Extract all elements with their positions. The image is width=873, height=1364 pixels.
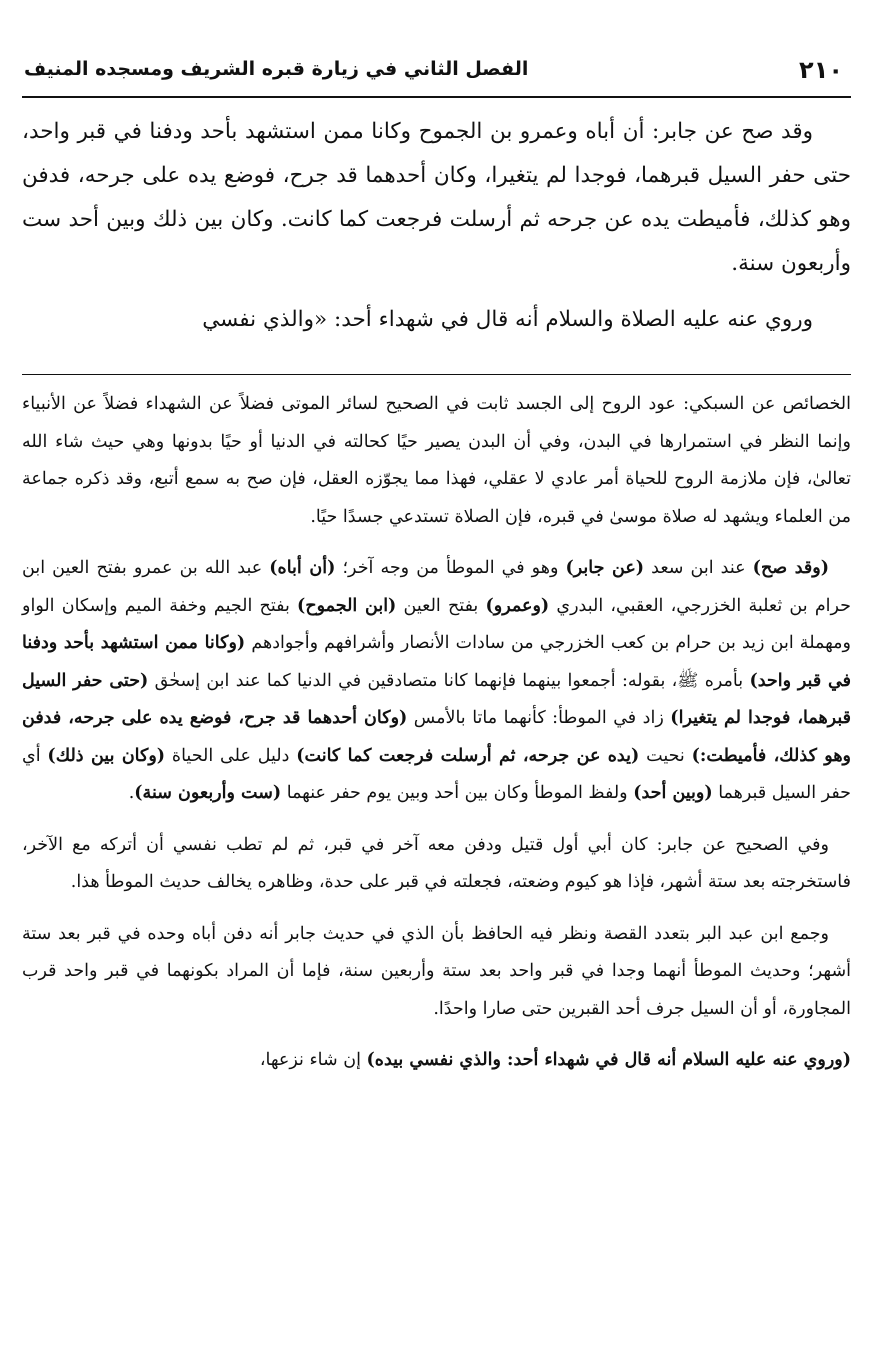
commentary-text: إن شاء نزعها،	[259, 1050, 367, 1070]
commentary-text: بفتح الجيم وخفة الميم وإسكان الواو ومهملة ابن زيد بن حرام بن كعب الخزرجي من سادات الأنصار وأشرافهم وأجوادهم	[22, 595, 851, 653]
quoted-phrase: (وكانا ممن استشهد بأحد ودفنا في قبر واحد)	[22, 633, 851, 691]
quoted-phrase: (وبين أحد)	[633, 783, 713, 803]
page-number: ٢١٠	[799, 56, 843, 84]
running-title: الفصل الثاني في زيارة قبره الشريف ومسجده المنيف	[24, 58, 529, 80]
commentary-paragraph: وفي الصحيح عن جابر: كان أبي أول قتيل ودفن معه آخر في قبر، ثم لم تطب نفسي أن أتركه مع الآخر، فاستخرجته بعد ستة أشهر، فإذا هو كيوم وضعته، فجعلته في قبر على حدة، وظاهره يخالف حديث الموطأ هذا.	[22, 834, 851, 892]
commentary-paragraph: وجمع ابن عبد البر بتعدد القصة ونظر فيه الحافظ بأن الذي في حديث جابر أنه دفن أباه وحده في قبر بعد ستة أشهر؛ وحديث الموطأ أنهما وجدا في قبر واحد بعد ستة وأربعين سنة، فإما أن المراد بكونهما في قبر واحد قرب المجاورة، أو أن السيل جرف أحد القبرين حتى صارا واحدًا.	[22, 923, 851, 1019]
commentary-text: ولفظ الموطأ وكان بين أحد وبين يوم حفر عنهما	[281, 783, 634, 803]
quoted-phrase: (يده عن جرحه، ثم أرسلت فرجعت كما كانت)	[296, 745, 640, 766]
commentary-text: دليل على الحياة	[165, 745, 297, 766]
main-text	[22, 110, 851, 342]
quoted-phrase: (وكان بين ذلك)	[47, 745, 166, 766]
commentary-text: وهو في الموطأ من وجه آخر؛	[335, 558, 566, 578]
commentary-text: .	[128, 783, 135, 803]
commentary-text: أي حفر السيل قبرهما	[22, 745, 851, 803]
quoted-phrase: (ست وأربعون سنة)	[134, 783, 282, 803]
quoted-phrase: (ابن الجموح)	[297, 595, 397, 616]
quoted-phrase: (حتى حفر السيل قبرهما، فوجدا لم يتغيرا)	[22, 670, 851, 728]
main-paragraph: وقد صح عن جابر: أن أباه وعمرو بن الجموح وكانا ممن استشهد بأحد ودفنا في قبر واحد، حتى حفر السيل قبرهما، فوجدا لم يتغيرا، وكان أحدهما قد جرح، فوضع يده على جرحه، فدفن وهو كذلك، فأميطت يده عن جرحه ثم أرسلت فرجعت كما كانت. وكان بين ذلك وبين أحد ست وأربعون سنة.	[22, 119, 851, 276]
commentary	[22, 386, 851, 1094]
commentary-paragraph	[22, 550, 851, 813]
quoted-phrase: (وروي عنه عليه السلام أنه قال في شهداء أحد: والذي نفسي بيده)	[366, 1050, 851, 1070]
page-header	[22, 50, 851, 98]
commentary-text: بأمره ﷺ، بقوله: أجمعوا بينهما فإنهما كانا متصادقين في الدنيا كما عند ابن إسحٰق	[148, 670, 750, 691]
commentary-text: زاد في الموطأ: كأنهما ماتا بالأمس	[407, 708, 671, 728]
commentary-text: نحيت	[639, 745, 692, 766]
quoted-phrase: (وعمرو)	[485, 595, 550, 616]
commentary-paragraph	[22, 1042, 851, 1080]
quoted-phrase: (وقد صح)	[752, 558, 829, 578]
quoted-phrase: (عن جابر)	[565, 558, 645, 578]
commentary-text: عند ابن سعد	[644, 558, 753, 578]
commentary-text: عبد الله بن عمرو بفتح العين ابن حرام بن ثعلبة الخزرجي، العقبي، البدري	[22, 558, 851, 616]
main-paragraph: وروي عنه عليه الصلاة والسلام أنه قال في شهداء أحد: «والذي نفسي	[202, 307, 813, 332]
commentary-text: بفتح العين	[396, 595, 486, 616]
commentary-divider	[22, 374, 851, 375]
quoted-phrase: (وكان أحدهما قد جرح، فوضع يده على جرحه، فدفن وهو كذلك، فأميطت:)	[22, 708, 852, 766]
commentary-paragraph: الخصائص عن السبكي: عود الروح إلى الجسد ثابت في الصحيح لسائر الموتى فضلاً عن الشهداء فضلاً عن الأنبياء وإنما النظر في استمرارها في البدن، وفي أن البدن يصير حيًا كحالته في الدنيا أو حيًا بدونها وهي حيث شاء الله تعالىٰ، فإن ملازمة الروح للحياة أمر عادي لا عقلي، فهذا مما يجوّزه العقل، فإن صح به سمع أتبع، وقد ذكره جماعة من العلماء ويشهد له صلاة موسىٰ في قبره، فإن الصلاة تستدعي جسدًا حيًا.	[22, 394, 851, 527]
quoted-phrase: (أن أباه)	[269, 558, 336, 578]
